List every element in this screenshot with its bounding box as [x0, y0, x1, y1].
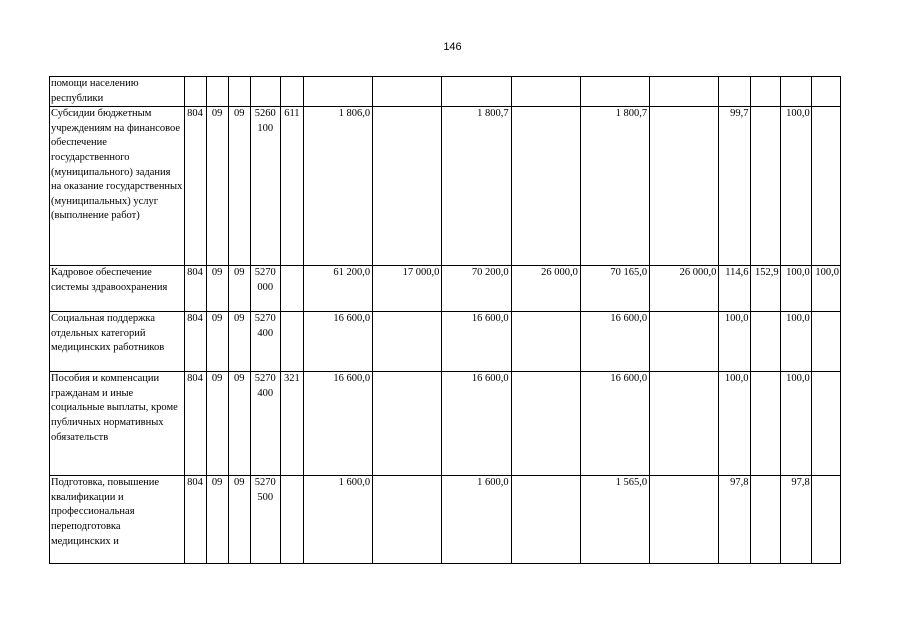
target-article-cell — [250, 77, 280, 107]
ved-code-cell: 804 — [184, 266, 206, 312]
value-cell-6 — [650, 312, 719, 372]
value-cell-2 — [373, 77, 442, 107]
value-cell-1 — [303, 77, 372, 107]
percent-cell-4 — [811, 372, 840, 476]
percent-cell-1: 100,0 — [719, 372, 750, 476]
row-name-cell: Социальная поддержка отдельных категорий медицинских работников — [50, 312, 185, 372]
percent-cell-2 — [750, 77, 780, 107]
section-code-cell: 09 — [206, 476, 228, 564]
value-cell-6 — [650, 476, 719, 564]
value-cell-1: 1 806,0 — [303, 107, 372, 266]
table-row — [50, 77, 841, 107]
value-cell-5 — [580, 77, 649, 107]
subsection-code-cell: 09 — [228, 372, 250, 476]
value-cell-4 — [511, 372, 580, 476]
target-article-part-1: 5270 — [254, 477, 276, 489]
value-cell-2 — [373, 476, 442, 564]
target-article-cell — [250, 266, 280, 312]
percent-cell-2: 152,9 — [750, 266, 780, 312]
value-cell-6 — [650, 107, 719, 266]
ved-code-cell: 804 — [184, 107, 206, 266]
percent-cell-3: 100,0 — [780, 266, 811, 312]
percent-cell-4 — [811, 107, 840, 266]
expense-type-cell — [280, 77, 303, 107]
value-cell-1: 61 200,0 — [303, 266, 372, 312]
row-name-cell: Подготовка, повышение квалификации и профессиональная переподготовка медицинских и — [50, 476, 185, 564]
percent-cell-1: 99,7 — [719, 107, 750, 266]
percent-cell-3: 100,0 — [780, 312, 811, 372]
value-cell-2: 17 000,0 — [373, 266, 442, 312]
target-article-part-1: 5270 — [254, 373, 276, 385]
value-cell-1: 16 600,0 — [303, 312, 372, 372]
target-article-part-1: 5270 — [254, 267, 276, 279]
value-cell-5: 70 165,0 — [580, 266, 649, 312]
subsection-code-cell: 09 — [228, 312, 250, 372]
target-article-part-1: 5260 — [254, 108, 276, 120]
value-cell-6 — [650, 372, 719, 476]
expense-type-cell: 611 — [280, 107, 303, 266]
value-cell-2 — [373, 372, 442, 476]
budget-table — [49, 76, 841, 564]
section-code-cell: 09 — [206, 312, 228, 372]
subsection-code-cell — [228, 77, 250, 107]
percent-cell-3: 100,0 — [780, 107, 811, 266]
row-name-cell: помощи населению республики — [50, 77, 185, 107]
value-cell-3: 16 600,0 — [442, 312, 511, 372]
ved-code-cell — [184, 77, 206, 107]
percent-cell-4 — [811, 77, 840, 107]
section-code-cell — [206, 77, 228, 107]
percent-cell-1 — [719, 77, 750, 107]
section-code-cell: 09 — [206, 107, 228, 266]
subsection-code-cell: 09 — [228, 476, 250, 564]
value-cell-3: 1 600,0 — [442, 476, 511, 564]
percent-cell-2 — [750, 107, 780, 266]
expense-type-cell — [280, 476, 303, 564]
value-cell-6 — [650, 77, 719, 107]
value-cell-2 — [373, 312, 442, 372]
expense-type-cell: 321 — [280, 372, 303, 476]
percent-cell-1: 100,0 — [719, 312, 750, 372]
target-article-part-2: 400 — [257, 327, 274, 339]
percent-cell-2 — [750, 312, 780, 372]
target-article-cell — [250, 312, 280, 372]
row-name-cell: Пособия и компенсации гражданам и иные социальные выплаты, кроме публичных нормативных обязательств — [50, 372, 185, 476]
ved-code-cell: 804 — [184, 372, 206, 476]
percent-cell-2 — [750, 372, 780, 476]
target-article-part-2: 100 — [257, 122, 274, 134]
value-cell-4: 26 000,0 — [511, 266, 580, 312]
value-cell-5: 1 565,0 — [580, 476, 649, 564]
target-article-part-1: 5270 — [254, 313, 276, 325]
value-cell-1: 1 600,0 — [303, 476, 372, 564]
value-cell-5: 16 600,0 — [580, 312, 649, 372]
value-cell-4 — [511, 476, 580, 564]
expense-type-cell — [280, 312, 303, 372]
value-cell-2 — [373, 107, 442, 266]
value-cell-4 — [511, 77, 580, 107]
percent-cell-3: 97,8 — [780, 476, 811, 564]
ved-code-cell: 804 — [184, 476, 206, 564]
row-name-cell: Кадровое обеспечение системы здравоохранения — [50, 266, 185, 312]
subsection-code-cell: 09 — [228, 266, 250, 312]
percent-cell-1: 97,8 — [719, 476, 750, 564]
page-number: 146 — [443, 41, 462, 53]
target-article-part-2: 000 — [257, 281, 274, 293]
percent-cell-1: 114,6 — [719, 266, 750, 312]
percent-cell-4: 100,0 — [811, 266, 840, 312]
value-cell-3: 70 200,0 — [442, 266, 511, 312]
value-cell-4 — [511, 312, 580, 372]
table-row — [50, 266, 841, 312]
table-row — [50, 107, 841, 266]
target-article-cell — [250, 476, 280, 564]
value-cell-3 — [442, 77, 511, 107]
ved-code-cell: 804 — [184, 312, 206, 372]
table-row — [50, 312, 841, 372]
table-body — [50, 77, 841, 564]
target-article-part-2: 400 — [257, 387, 274, 399]
section-code-cell: 09 — [206, 372, 228, 476]
section-code-cell: 09 — [206, 266, 228, 312]
row-name-cell: Субсидии бюджетным учреждениям на финансовое обеспечение государственного (муниципального) задания на оказание государственных (муниципальных) услуг (выполнение работ) — [50, 107, 185, 266]
value-cell-6: 26 000,0 — [650, 266, 719, 312]
value-cell-5: 1 800,7 — [580, 107, 649, 266]
value-cell-3: 1 800,7 — [442, 107, 511, 266]
expense-type-cell — [280, 266, 303, 312]
value-cell-5: 16 600,0 — [580, 372, 649, 476]
value-cell-3: 16 600,0 — [442, 372, 511, 476]
subsection-code-cell: 09 — [228, 107, 250, 266]
value-cell-4 — [511, 107, 580, 266]
table-row — [50, 476, 841, 564]
percent-cell-4 — [811, 312, 840, 372]
target-article-cell — [250, 107, 280, 266]
target-article-part-2: 500 — [257, 491, 274, 503]
value-cell-1: 16 600,0 — [303, 372, 372, 476]
percent-cell-2 — [750, 476, 780, 564]
percent-cell-3: 100,0 — [780, 372, 811, 476]
percent-cell-3 — [780, 77, 811, 107]
target-article-cell — [250, 372, 280, 476]
percent-cell-4 — [811, 476, 840, 564]
table-row — [50, 372, 841, 476]
